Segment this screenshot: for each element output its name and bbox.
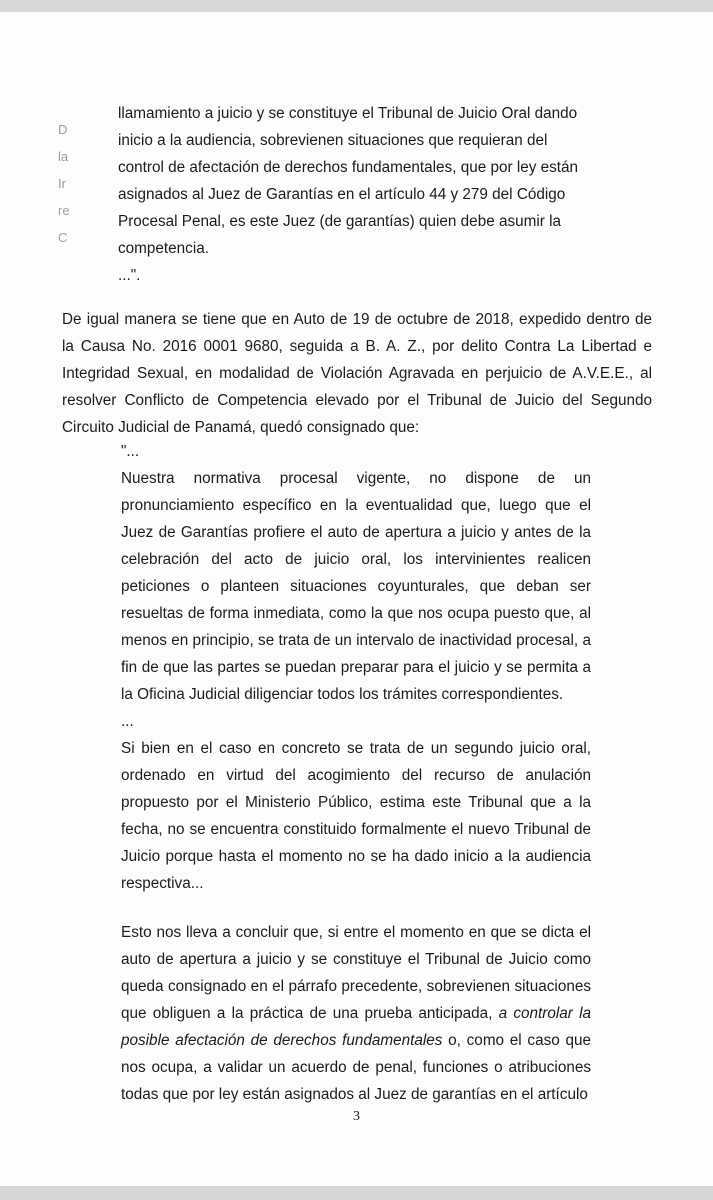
margin-mark: C: [58, 230, 68, 245]
quote2-ellipsis: ...: [121, 713, 134, 730]
margin-mark: D: [58, 122, 68, 137]
quote1-line: competencia.: [118, 240, 209, 257]
quote2-opening-mark: "...: [121, 443, 140, 460]
paragraph-gap: [121, 897, 591, 919]
viewer-top-strip: [0, 0, 713, 12]
quote2-paragraph-1: Nuestra normativa procesal vigente, no dispone de un pronunciamiento específico en la eventualidad que, luego que el Juez de Garantías profiere el auto de apertura a juicio y antes de la celebración del acto de juicio oral, los intervinientes realicen peticiones o planteen situaciones coyunturales, que deban ser resueltas de forma inmediata, como la que nos ocupa puesto que, al menos en principio, se trata de un intervalo de inactividad procesal, a fin de que las partes se puedan preparar para el juicio y se permita a la Oficina Judicial diligenciar todos los trámites correspondientes.: [121, 470, 591, 703]
quote1-line: llamamiento a juicio y se constituye el Tribunal de Juicio Oral dando: [118, 105, 578, 122]
document-page: [0, 12, 713, 1186]
quote2-p3-start: Esto nos lleva a concluir que, si entre el momento en que se dicta el auto de apertura a juicio y se constituye el Tribunal de Juicio como queda consignado en el párrafo precedente, sobrevienen situaciones que obliguen a la práctica de una prueba anticipada,: [121, 924, 591, 1022]
margin-mark: re: [58, 203, 70, 218]
left-margin-bleed-marks: [58, 122, 80, 257]
margin-mark: la: [58, 149, 69, 164]
page-number: 3: [353, 1109, 360, 1124]
quote2-paragraph-2: Si bien en el caso en concreto se trata de un segundo juicio oral, ordenado en virtud del acogimiento del recurso de anulación propuesto por el Ministerio Público, estima este Tribunal que a la fecha, no se encuentra constituido formalmente el nuevo Tribunal de Juicio porque hasta el momento no se ha dado inicio a la audiencia respectiva...: [121, 740, 591, 892]
quote2-p3-end: o, como el caso que nos ocupa, a validar un acuerdo de penal, funciones o atribuciones todas que por ley están asignados al Juez de garantías en el artículo: [121, 1032, 592, 1103]
margin-mark: Ir: [58, 176, 66, 191]
viewer-bottom-strip: [0, 1186, 713, 1200]
quote1-line: asignados al Juez de Garantías en el artículo 44 y 279 del Código: [118, 186, 566, 203]
body-paragraph: De igual manera se tiene que en Auto de 19 de octubre de 2018, expedido dentro de la Causa No. 2016 0001 9680, seguida a B. A. Z., por delito Contra La Libertad e Integridad Sexual, en modalidad de Violación Agravada en perjuicio de A.V.E.E., al resolver Conflicto de Competencia elevado por el Tribunal de Juicio del Segundo Circuito Judicial de Panamá, quedó consignado que:: [62, 311, 652, 436]
quote1-line: inicio a la audiencia, sobrevienen situaciones que requieran del: [118, 132, 548, 149]
quote1-line: ...".: [118, 267, 141, 284]
quote2-paragraph-3: [121, 919, 591, 1108]
quote2-p3-italic: a controlar la posible afectación de derechos fundamentales: [121, 1005, 591, 1049]
quote1-line: Procesal Penal, es este Juez (de garantías) quien debe asumir la: [118, 213, 562, 230]
quote-block-2: [121, 438, 591, 1108]
quote1-line: control de afectación de derechos fundamentales, que por ley están: [118, 159, 579, 176]
quote-block-1: [118, 100, 589, 289]
